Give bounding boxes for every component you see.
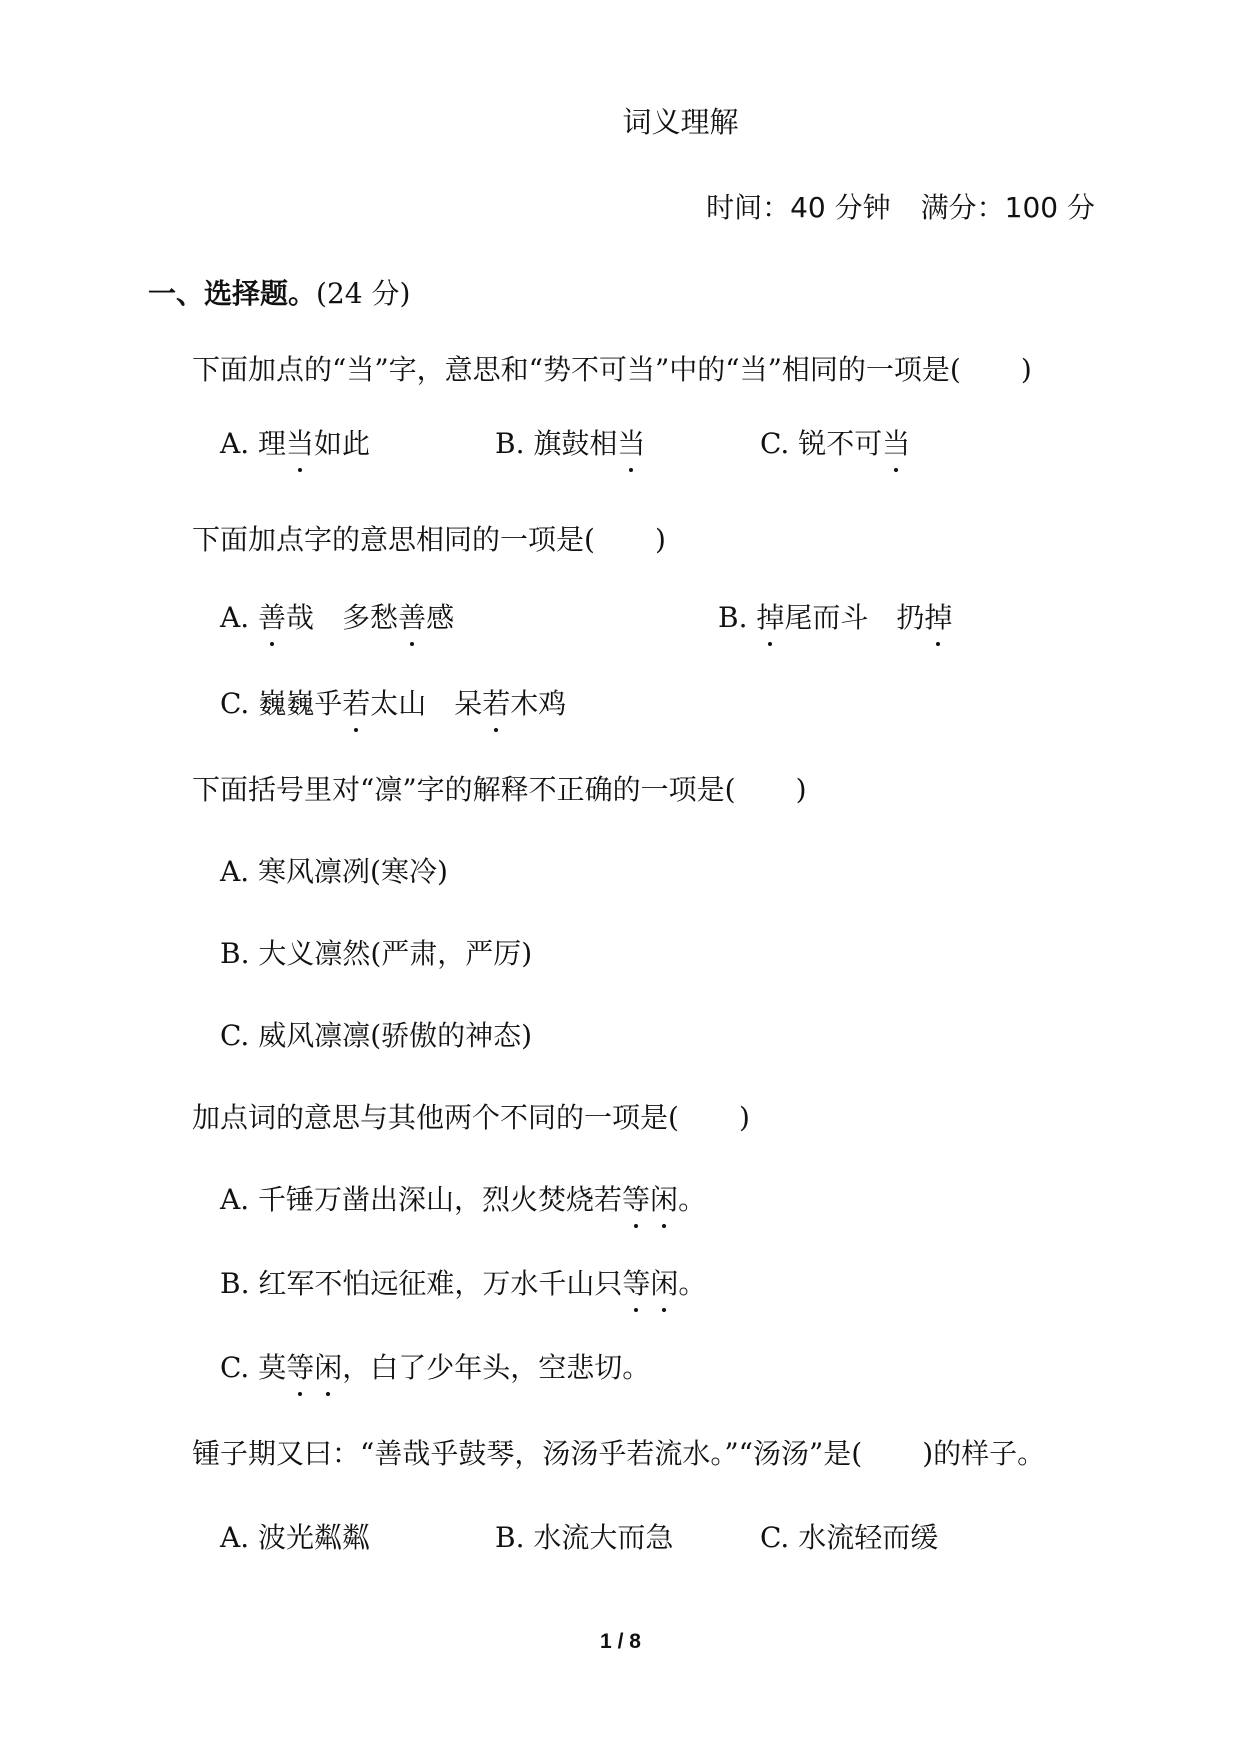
section-title: 一、选择题。 — [148, 277, 317, 310]
question-5-stem — [192, 1434, 1045, 1474]
option-text: B. 红军不怕远征难，万水千山只 — [220, 1267, 623, 1300]
section-points: (24 分) — [316, 277, 411, 310]
full-score: 满分：100 分 — [920, 191, 1095, 224]
stem-text: 下面括号里对“凛”字的解释不正确的一项是( — [192, 773, 736, 806]
question-1-stem — [192, 350, 1032, 390]
stem-text-end: ) — [795, 773, 807, 806]
current-page: 1 — [600, 1630, 612, 1653]
dotted-char: 等 — [286, 1348, 314, 1388]
option-text: C. 巍巍乎 — [220, 687, 343, 720]
page-separator: / — [611, 1630, 630, 1653]
dotted-char: 若 — [342, 684, 370, 724]
option-text: 如此 — [314, 427, 371, 460]
option-text: 。 — [678, 1183, 707, 1216]
dotted-char: 善 — [258, 598, 286, 638]
dotted-char: 闲 — [314, 1348, 342, 1388]
option-text: B. 旗鼓相 — [495, 427, 618, 460]
option-text: 尾而斗 扔 — [784, 601, 925, 634]
option-text: 感 — [426, 601, 455, 634]
dotted-char: 当 — [286, 424, 314, 464]
question-4-stem — [192, 1098, 750, 1138]
option-text: C. 锐不可 — [760, 427, 883, 460]
option-text: A. 千锤万凿出深山，烈火焚烧若 — [220, 1183, 623, 1216]
dotted-char: 闲 — [650, 1264, 678, 1304]
question-2-stem — [192, 520, 666, 560]
q4-option-a[interactable] — [220, 1180, 706, 1220]
option-text: 哉 多愁 — [286, 601, 399, 634]
option-text: 木鸡 — [510, 687, 567, 720]
option-text: 太山 呆 — [370, 687, 483, 720]
question-3-stem — [192, 770, 807, 810]
dotted-char: 当 — [617, 424, 645, 464]
stem-text: 下面加点字的意思相同的一项是( — [192, 523, 595, 556]
option-text: ，白了少年头，空悲切。 — [342, 1351, 651, 1384]
stem-text-end: ) — [1020, 353, 1032, 386]
total-pages: 8 — [629, 1630, 641, 1653]
page-number — [0, 1628, 1241, 1656]
q3-option-a[interactable]: A. 寒风凛冽(寒冷) — [220, 855, 448, 888]
dotted-char: 善 — [398, 598, 426, 638]
q5-option-c[interactable]: C. 水流轻而缓 — [760, 1521, 939, 1554]
q5-option-a[interactable]: A. 波光粼粼 — [220, 1521, 371, 1554]
dotted-char: 等 — [622, 1264, 650, 1304]
dotted-char: 闲 — [650, 1180, 678, 1220]
q4-option-b[interactable] — [220, 1264, 706, 1304]
q1-option-c[interactable] — [760, 424, 910, 464]
section-heading — [148, 274, 410, 314]
q2-option-a[interactable] — [220, 598, 454, 638]
q3-option-c[interactable]: C. 威风凛凛(骄傲的神态) — [220, 1019, 533, 1052]
stem-text-end: ) — [738, 1101, 750, 1134]
q1-option-a[interactable] — [220, 424, 370, 464]
q3-option-b[interactable]: B. 大义凛然(严肃，严厉) — [220, 937, 533, 970]
stem-text-end: ) — [654, 523, 666, 556]
dotted-char: 等 — [622, 1180, 650, 1220]
stem-text: 锺子期又曰：“善哉乎鼓琴，汤汤乎若流水。”“汤汤”是( — [192, 1437, 863, 1470]
q2-option-b[interactable] — [718, 598, 952, 638]
option-text: A. 理 — [220, 427, 287, 460]
q2-option-c[interactable] — [220, 684, 566, 724]
dotted-char: 掉 — [924, 598, 952, 638]
q1-option-b[interactable] — [495, 424, 645, 464]
stem-text: 下面加点的“当”字，意思和“势不可当”中的“当”相同的一项是( — [192, 353, 961, 386]
option-text: 。 — [678, 1267, 707, 1300]
dotted-char: 当 — [882, 424, 910, 464]
page-title: 词义理解 — [622, 105, 739, 139]
option-text: C. 莫 — [220, 1351, 287, 1384]
exam-meta — [706, 188, 1095, 228]
stem-text: 加点词的意思与其他两个不同的一项是( — [192, 1101, 679, 1134]
dotted-char: 若 — [482, 684, 510, 724]
q5-option-b[interactable]: B. 水流大而急 — [495, 1521, 674, 1554]
dotted-char: 掉 — [756, 598, 784, 638]
stem-text-end: )的样子。 — [922, 1437, 1046, 1470]
q4-option-c[interactable] — [220, 1348, 650, 1388]
time-limit: 时间：40 分钟 — [706, 191, 891, 224]
option-text: A. — [220, 601, 259, 634]
option-text: B. — [718, 601, 757, 634]
